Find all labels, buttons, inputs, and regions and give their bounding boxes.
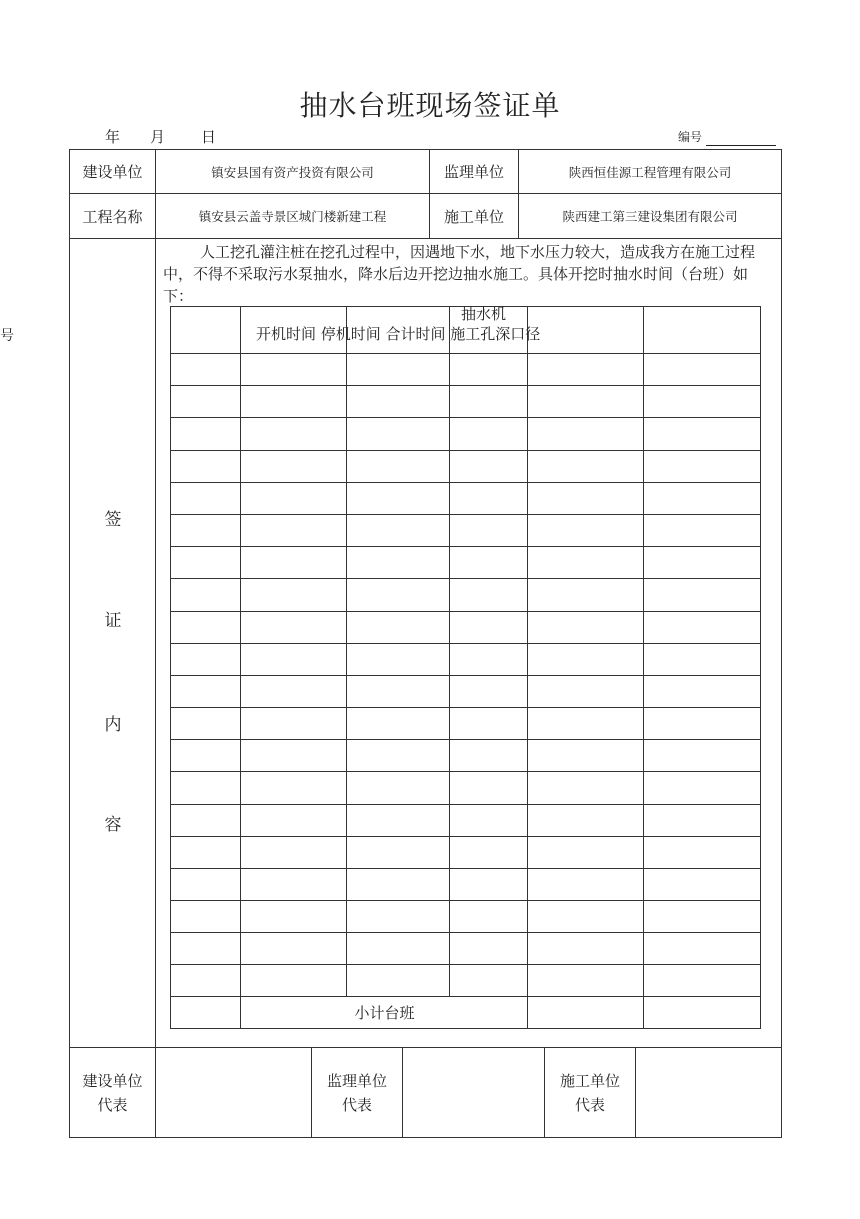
pump-table-cell[interactable] <box>347 644 449 675</box>
pump-table-cell[interactable] <box>644 740 760 771</box>
pump-table-cell[interactable] <box>450 547 527 578</box>
pump-table-cell[interactable] <box>347 483 449 514</box>
pump-table-cell[interactable] <box>450 451 527 482</box>
pump-table-cell[interactable] <box>644 547 760 578</box>
pump-table-cell[interactable] <box>241 805 346 836</box>
pump-table-cell[interactable] <box>171 483 240 514</box>
pump-table-cell[interactable] <box>241 965 346 996</box>
supervise-unit-label: 监理单位 <box>443 163 504 181</box>
pump-table-cell[interactable] <box>241 483 346 514</box>
pump-table-cell[interactable] <box>241 772 346 804</box>
pump-table-cell[interactable] <box>528 901 643 932</box>
pump-table-cell[interactable] <box>528 354 643 385</box>
pump-table-cell[interactable] <box>347 805 449 836</box>
pump-table-cell[interactable] <box>644 451 760 482</box>
pump-table-cell[interactable] <box>241 515 346 546</box>
pump-table-cell[interactable] <box>241 354 346 385</box>
pump-table-cell[interactable] <box>171 740 240 771</box>
pump-table-cell[interactable] <box>644 805 760 836</box>
pump-table-cell[interactable] <box>528 837 643 868</box>
project-name-label: 工程名称 <box>82 207 143 226</box>
pump-table-cell[interactable] <box>644 354 760 385</box>
pump-table-cell[interactable] <box>347 386 449 417</box>
pump-table-cell[interactable] <box>644 515 760 546</box>
pump-table-cell[interactable] <box>241 869 346 900</box>
pump-table-cell[interactable] <box>528 933 643 964</box>
pump-table-cell[interactable] <box>644 644 760 675</box>
pump-table-cell[interactable] <box>241 579 346 611</box>
construct-rep-signature-field[interactable] <box>636 1048 781 1137</box>
pump-table-cell[interactable] <box>528 547 643 578</box>
pump-table-cell[interactable] <box>171 579 240 611</box>
date-year: 年 <box>105 128 121 146</box>
pump-table-cell[interactable] <box>450 483 527 514</box>
pump-table-cell[interactable] <box>450 837 527 868</box>
supervise-unit-value[interactable]: 陕西恒佳源工程管理有限公司 <box>568 164 732 180</box>
pump-table-cell[interactable] <box>347 515 449 546</box>
pump-table-cell[interactable] <box>450 708 527 739</box>
pump-table-cell[interactable] <box>241 451 346 482</box>
pump-header-main: 开机时间 停机时间 合计时间 施工孔深口径 <box>256 325 541 343</box>
pump-table-cell[interactable] <box>171 386 240 417</box>
pump-table-cell[interactable] <box>450 933 527 964</box>
pump-table-cell[interactable] <box>347 901 449 932</box>
pump-table-cell[interactable] <box>528 644 643 675</box>
pump-table-cell[interactable] <box>450 612 527 643</box>
pump-table-cell[interactable] <box>528 869 643 900</box>
pump-table-cell[interactable] <box>528 772 643 804</box>
pump-table-cell[interactable] <box>528 579 643 611</box>
build-rep-label: 建设单位 代表 <box>82 1071 143 1114</box>
pump-table-cell[interactable] <box>171 547 240 578</box>
pump-table-cell[interactable] <box>347 708 449 739</box>
pump-table-cell[interactable] <box>347 740 449 771</box>
construct-rep-label: 施工单位 代表 <box>559 1071 620 1114</box>
pump-table-cell[interactable] <box>171 901 240 932</box>
pump-table-cell[interactable] <box>528 515 643 546</box>
content-label-char-2: 证 <box>104 611 122 631</box>
pump-table-cell[interactable] <box>644 676 760 707</box>
date-day: 日 <box>201 128 217 146</box>
pump-table-cell[interactable] <box>171 933 240 964</box>
pump-table-cell[interactable] <box>450 386 527 417</box>
pump-table-cell[interactable] <box>528 386 643 417</box>
pump-table-cell[interactable] <box>450 965 527 996</box>
serial-label: 编号 <box>678 130 703 144</box>
pump-table-cell[interactable] <box>347 579 449 611</box>
pump-table-cell[interactable] <box>171 837 240 868</box>
pump-table-cell[interactable] <box>528 451 643 482</box>
pump-table-cell[interactable] <box>347 676 449 707</box>
page-title: 抽水台班现场签证单 <box>299 89 561 122</box>
pump-table-cell[interactable] <box>347 354 449 385</box>
pump-table-cell[interactable] <box>450 772 527 804</box>
pump-table-cell[interactable] <box>644 579 760 611</box>
pump-table-cell[interactable] <box>171 418 240 450</box>
pump-header-top: 抽水机 <box>461 305 507 323</box>
pump-table-cell[interactable] <box>450 515 527 546</box>
content-label-char-4: 容 <box>104 815 122 835</box>
pump-table-cell[interactable] <box>347 933 449 964</box>
pump-table-cell[interactable] <box>347 965 449 996</box>
build-unit-value[interactable]: 镇安县国有资产投资有限公司 <box>211 164 374 180</box>
pump-table-cell[interactable] <box>644 772 760 804</box>
pump-table-cell[interactable] <box>171 869 240 900</box>
supervise-rep-signature-field[interactable] <box>403 1048 544 1137</box>
pump-table-cell[interactable] <box>171 772 240 804</box>
pump-table-cell[interactable] <box>171 515 240 546</box>
pump-table-cell[interactable] <box>241 386 346 417</box>
pump-table-cell[interactable] <box>450 805 527 836</box>
pump-row-line <box>170 1028 761 1029</box>
construct-unit-label: 施工单位 <box>443 207 504 226</box>
pump-table-cell[interactable] <box>450 644 527 675</box>
pump-table-cell[interactable] <box>241 644 346 675</box>
pump-table-cell[interactable] <box>347 418 449 450</box>
pump-table-cell[interactable] <box>347 772 449 804</box>
pump-table-cell[interactable] <box>644 708 760 739</box>
pump-table-cell[interactable] <box>241 418 346 450</box>
build-unit-label: 建设单位 <box>82 163 143 181</box>
pump-table-cell[interactable] <box>644 418 760 450</box>
pump-table-cell[interactable] <box>450 354 527 385</box>
pump-table-cell[interactable] <box>347 451 449 482</box>
pump-table-cell[interactable] <box>171 708 240 739</box>
pump-table-cell[interactable] <box>171 451 240 482</box>
date-month: 月 <box>150 128 166 146</box>
pump-table-cell[interactable] <box>528 483 643 514</box>
pump-table-cell[interactable] <box>171 354 240 385</box>
pump-table-cell[interactable] <box>171 676 240 707</box>
content-label-char-3: 内 <box>104 715 122 735</box>
pump-table-cell[interactable] <box>644 837 760 868</box>
pump-table-cell[interactable] <box>171 965 240 996</box>
pump-table-cell[interactable] <box>241 901 346 932</box>
pump-table-cell[interactable] <box>528 740 643 771</box>
pump-table-cell[interactable] <box>644 933 760 964</box>
subtotal-label: 小计台班 <box>354 1003 415 1022</box>
pump-col-line <box>760 306 761 1029</box>
pump-table-cell[interactable] <box>241 740 346 771</box>
pump-table-cell[interactable] <box>528 612 643 643</box>
pump-table-cell[interactable] <box>241 676 346 707</box>
pump-table-cell[interactable] <box>241 708 346 739</box>
project-name-value[interactable]: 镇安县云盖寺景区城门楼新建工程 <box>198 209 387 224</box>
pump-table-cell[interactable] <box>171 644 240 675</box>
pump-table-cell[interactable] <box>528 676 643 707</box>
pump-table-cell[interactable] <box>347 612 449 643</box>
build-rep-signature-field[interactable] <box>156 1048 311 1137</box>
pump-table-cell[interactable] <box>644 965 760 996</box>
pump-table-cell[interactable] <box>528 418 643 450</box>
pump-table-cell[interactable] <box>528 965 643 996</box>
pump-table-cell[interactable] <box>171 805 240 836</box>
pump-table-cell[interactable] <box>644 483 760 514</box>
pump-table-cell[interactable] <box>241 612 346 643</box>
pump-table-cell[interactable] <box>644 386 760 417</box>
pump-table-cell[interactable] <box>644 869 760 900</box>
pump-table-cell[interactable] <box>347 547 449 578</box>
pump-table-cell[interactable] <box>450 579 527 611</box>
pump-table-cell[interactable] <box>450 676 527 707</box>
pump-table-cell[interactable] <box>450 869 527 900</box>
side-mark: 号 <box>0 328 14 344</box>
construct-unit-value[interactable]: 陕西建工第三建设集团有限公司 <box>562 209 738 224</box>
pump-table-cell[interactable] <box>347 869 449 900</box>
pump-table-cell[interactable] <box>528 805 643 836</box>
pump-table-cell[interactable] <box>241 933 346 964</box>
pump-table-cell[interactable] <box>528 708 643 739</box>
serial-blank[interactable] <box>706 145 776 146</box>
pump-table-cell[interactable] <box>644 612 760 643</box>
pump-table-cell[interactable] <box>241 547 346 578</box>
supervise-rep-label: 监理单位 代表 <box>326 1071 387 1114</box>
pump-table-cell[interactable] <box>644 901 760 932</box>
content-text[interactable]: 人工挖孔灌注桩在挖孔过程中，因遇地下水，地下水压力较大，造成我方在施工过程中，不得不采取污水泵抽水，降水后边开挖边抽水施工。具体开挖时抽水时间（台班）如下： <box>163 243 756 305</box>
pump-table-cell[interactable] <box>450 901 527 932</box>
pump-table-cell[interactable] <box>450 740 527 771</box>
pump-table-cell[interactable] <box>347 837 449 868</box>
content-label-char-1: 签 <box>104 510 122 530</box>
pump-table-cell[interactable] <box>450 418 527 450</box>
pump-table-cell[interactable] <box>241 837 346 868</box>
pump-table-cell[interactable] <box>171 612 240 643</box>
